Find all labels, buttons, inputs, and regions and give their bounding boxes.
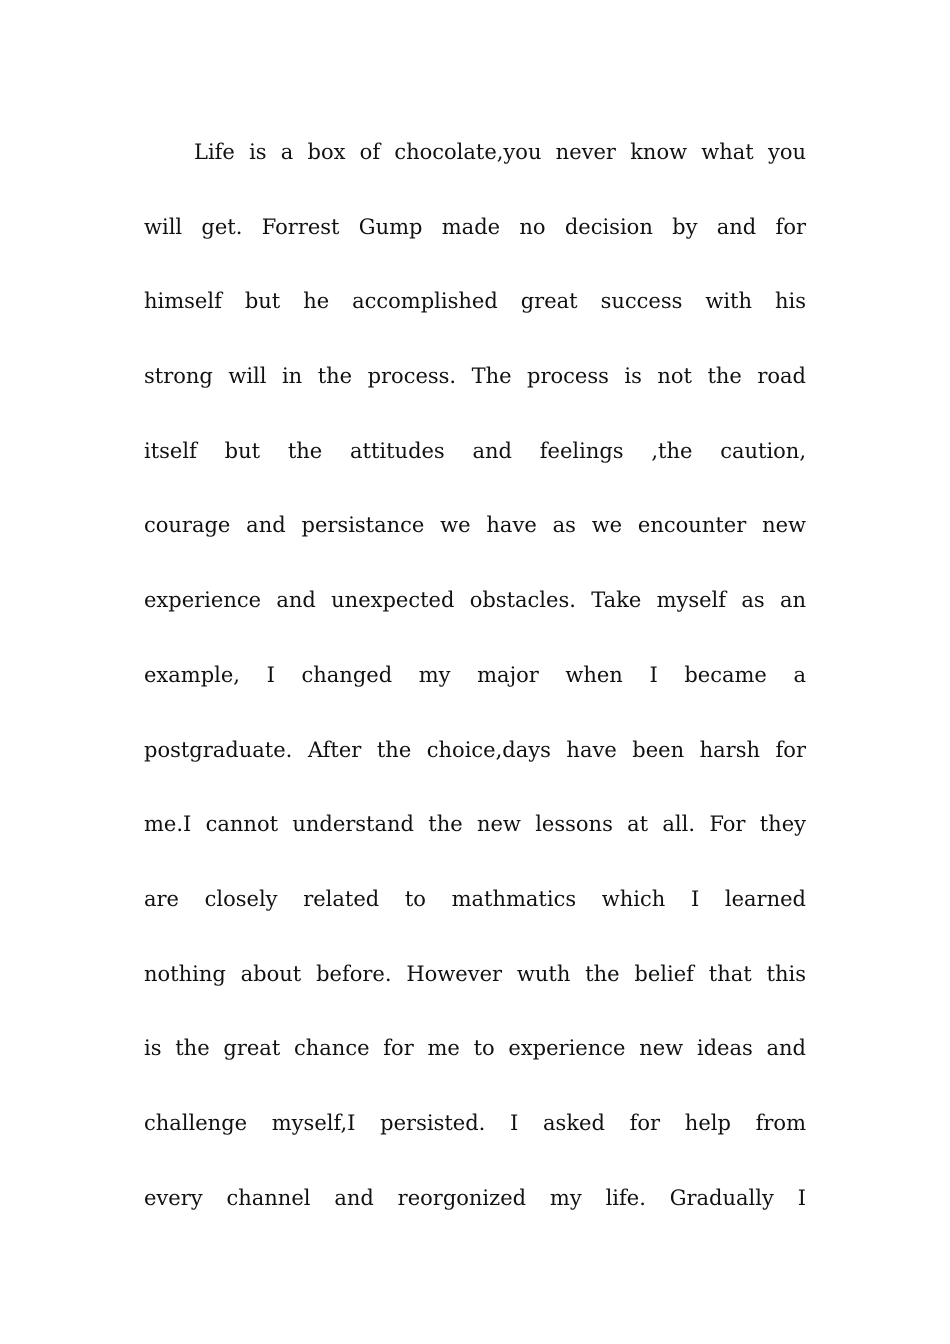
text-line	[144, 580, 806, 655]
text-line-content: himself but he accomplished great success with his	[144, 289, 806, 314]
text-line	[144, 1103, 806, 1178]
text-line	[144, 431, 806, 506]
text-line	[144, 1028, 806, 1103]
text-line-content: challenge myself,I persisted. I asked for help from	[144, 1110, 806, 1135]
text-line-content: strong will in the process. The process is not the road	[144, 364, 806, 389]
text-line	[144, 954, 806, 1029]
text-line	[144, 356, 806, 431]
text-line	[144, 207, 806, 282]
text-line-content: example, I changed my major when I became a	[144, 662, 806, 687]
text-line-content: is the great chance for me to experience new ideas and	[144, 1036, 806, 1061]
essay-paragraph	[144, 132, 806, 1252]
text-line-content: nothing about before. However wuth the belief that this	[144, 961, 806, 986]
text-line-content: Life is a box of chocolate,you never know what you	[194, 140, 806, 164]
text-line-content: every channel and reorgonized my life. Gradually I	[144, 1185, 806, 1210]
text-line	[144, 879, 806, 954]
text-line-content: me.I cannot understand the new lessons at all. For they	[144, 812, 806, 837]
text-line-content: experience and unexpected obstacles. Take myself as an	[144, 588, 806, 613]
text-line-content: courage and persistance we have as we encounter new	[144, 513, 806, 538]
text-line-content: are closely related to mathmatics which I learned	[144, 886, 806, 911]
text-line-content: will get. Forrest Gump made no decision by and for	[144, 214, 806, 239]
text-line	[144, 730, 806, 805]
text-line	[144, 281, 806, 356]
text-line	[144, 804, 806, 879]
text-line	[144, 1178, 806, 1253]
text-line	[144, 655, 806, 730]
text-line	[144, 132, 806, 207]
text-line	[144, 505, 806, 580]
text-line-content: postgraduate. After the choice,days have been harsh for	[144, 737, 806, 762]
text-line-content: itself but the attitudes and feelings ,the caution,	[144, 438, 806, 463]
